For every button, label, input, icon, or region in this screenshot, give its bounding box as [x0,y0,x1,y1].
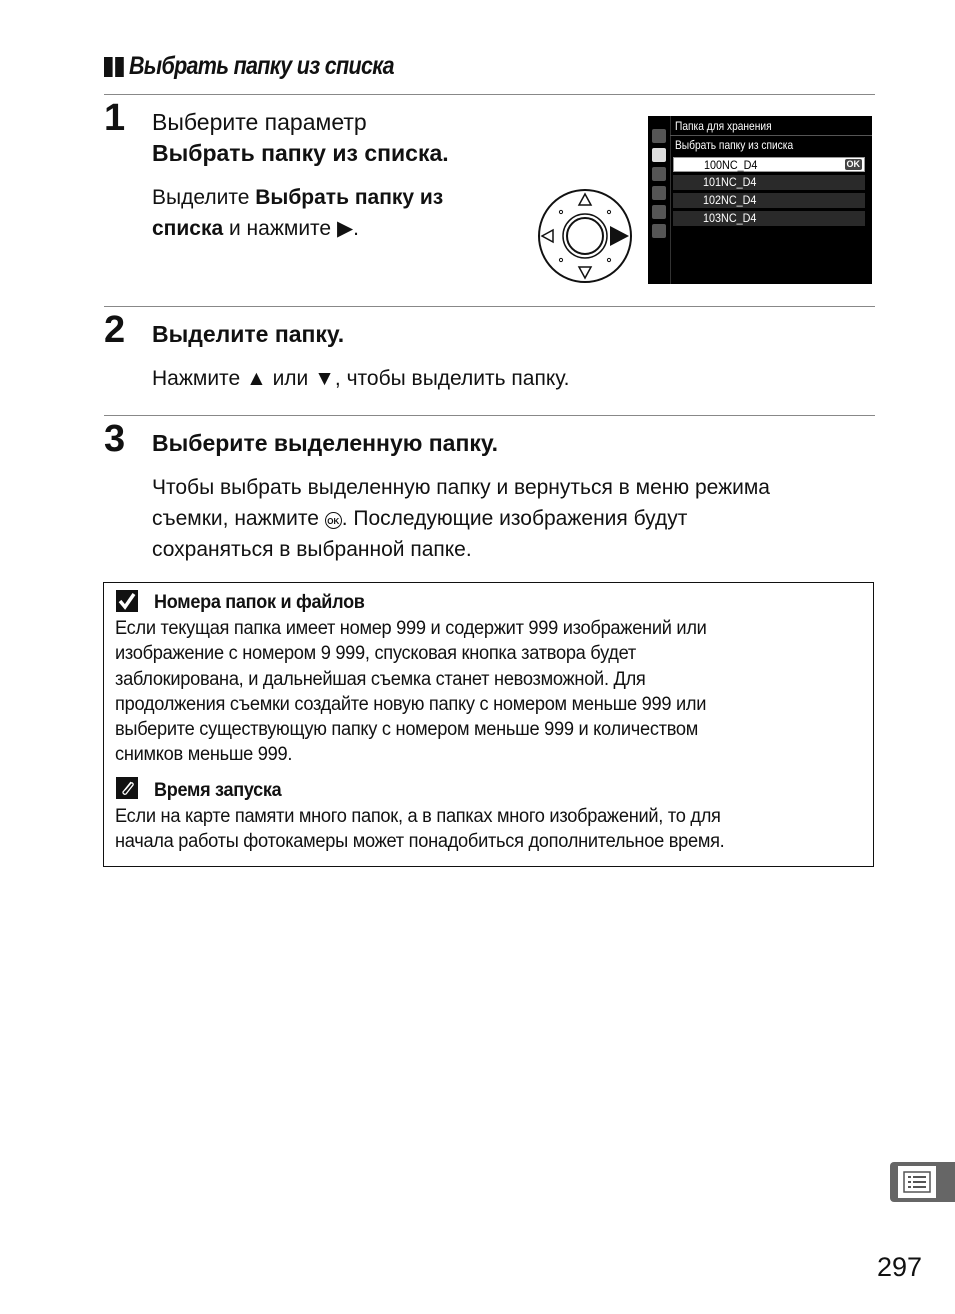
folder-item[interactable]: 103NC_D4 [673,211,865,226]
step-heading: Выделите папку. [152,321,345,347]
step-heading-line: Выберите параметр [152,109,367,135]
list-icon [898,1166,936,1198]
step-number: 1 [104,97,126,139]
step-heading-line: Выбрать папку из списка. [152,140,449,166]
divider [104,306,875,307]
index-tab[interactable] [890,1162,955,1202]
notes-box [103,582,874,867]
step-body: Нажмите ▲ или ▼, чтобы выделить папку. [152,367,570,390]
step-body: Выделите Выбрать папку из списка и нажмите ▶. [152,186,444,240]
divider [104,94,875,95]
camera-menu-sidebar [648,116,671,284]
camera-icon [652,148,666,162]
step-number: 2 [104,309,126,351]
step-heading: Выберите выделенную папку. [152,430,499,456]
note-title: Время запуска [154,780,282,801]
mymenu-icon [652,224,666,238]
folder-item[interactable]: 102NC_D4 [673,193,865,208]
playback-icon [652,129,666,143]
ok-button-icon: OK [325,512,342,529]
step-body: Чтобы выбрать выделенную папку и вернуться в меню режима съемки, нажмите OK . Последующие изображения будут сохраняться в выбранной папке. [152,476,770,561]
folder-item[interactable]: 101NC_D4 [673,175,865,190]
note-text: Если текущая папка имеет номер 999 и содержит 999 изображений или изображение с номером 9 999, спусковая кнопка затвора будет заблокирована, и дальнейшая съемка станет невозможной. Для продолжения съемки создайте новую папку с номером меньше 999 или выберите существующую папку с номером меньше 999 и количеством снимков меньше 999. [115,618,707,766]
camera-menu-title: Папка для хранения [675,119,772,133]
camera-menu-subtitle: Выбрать папку из списка [675,138,794,152]
page-number: 297 [877,1252,923,1282]
folder-item[interactable]: 100NC_D4 OK [673,157,865,172]
note-title: Номера папок и файлов [154,592,365,613]
section-title [104,52,394,81]
section-title-text: Выбрать папку из списка [128,52,394,80]
wrench-icon [652,186,666,200]
multi-selector-icon [537,188,633,284]
retouch-icon [652,205,666,219]
step-number: 3 [104,418,126,460]
checkmark-icon [116,590,138,612]
pencil-icon [652,167,666,181]
divider [670,135,872,136]
paperclip-icon [116,777,138,799]
divider [104,415,875,416]
step-heading [152,107,449,169]
ok-badge: OK [846,159,860,169]
double-bar-icon [104,57,124,77]
camera-menu-screen [648,116,872,284]
note-text: Если на карте памяти много папок, а в папках много изображений, то для начала работы фотокамеры может понадобиться дополнительное время. [115,806,725,853]
